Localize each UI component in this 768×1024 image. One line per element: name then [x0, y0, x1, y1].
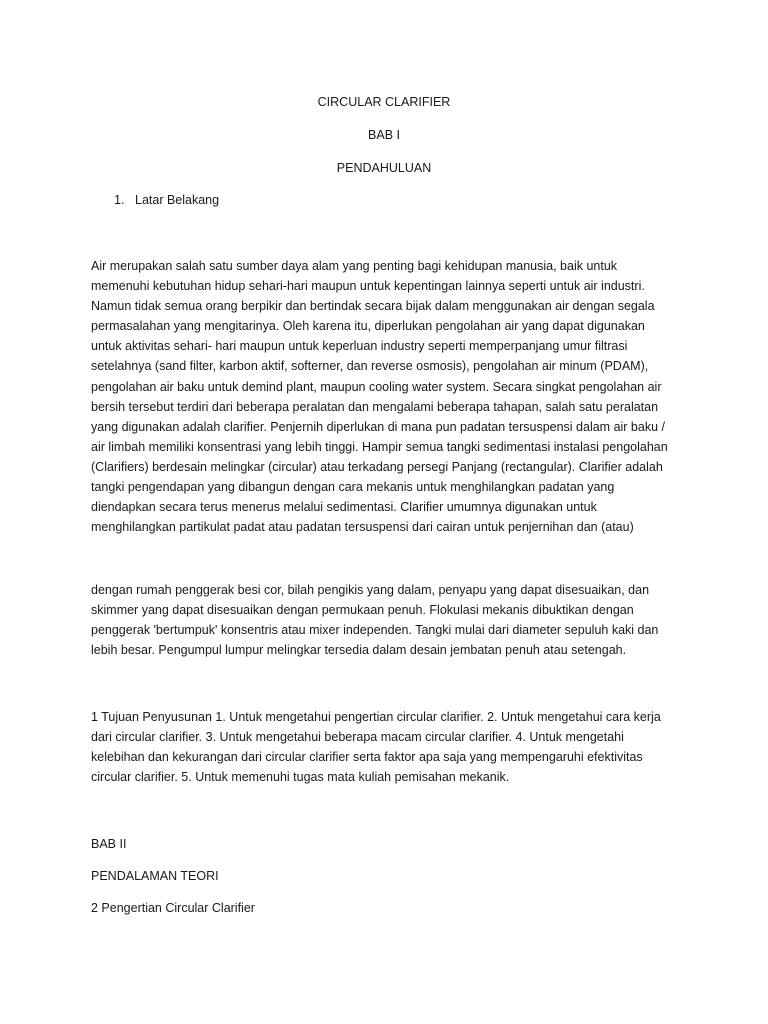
paragraph-line: Namun tidak semua orang berpikir dan bertindak secara bijak dalam menggunakan air dengan segala: [91, 299, 655, 314]
paragraph-line: penggerak 'bertumpuk' konsentris atau mixer independen. Tangki mulai dari diameter sepuluh kaki dan: [91, 623, 659, 638]
paragraph-line: tangki pengendapan yang dibangun dengan cara mekanis untuk menghilangkan padatan yang: [91, 480, 615, 495]
paragraph-line: menghilangkan partikulat padat atau padatan tersuspensi dari cairan untuk penjernihan dan (atau): [91, 520, 634, 535]
paragraph-line: untuk aktivitas sehari- hari maupun untuk keperluan industry seperti memperpanjang umur filtrasi: [91, 339, 628, 354]
paragraph-line: skimmer yang dapat disesuaikan dengan permukaan penuh. Flokulasi mekanis dibuktikan dengan: [91, 603, 634, 618]
paragraph-line: kelebihan dan kekurangan dari circular clarifier serta faktor apa saja yang mempengaruhi efektivitas: [91, 750, 643, 765]
paragraph-line: lebih besar. Pengumpul lumpur melingkar tersedia dalam desain jembatan penuh atau setengah.: [91, 643, 627, 658]
paragraph-line: setelahnya (sand filter, karbon aktif, softerner, dan reverse osmosis), pengolahan air minum (PDAM),: [91, 359, 649, 374]
chapter-heading-1: BAB I: [368, 128, 400, 142]
paragraph-line: dari circular clarifier. 3. Untuk mengetahui beberapa macam circular clarifier. 4. Untuk mengetahi: [91, 730, 624, 745]
paragraph-line: circular clarifier. 5. Untuk memenuhi tugas mata kuliah pemisahan mekanik.: [91, 770, 510, 785]
paragraph-line: bersih tersebut terdiri dari beberapa peralatan dan mengalami beberapa tahapan, salah satu peralatan: [91, 399, 659, 414]
paragraph-line: pengolahan air baku untuk demind plant, maupun cooling water system. Secara singkat pengolahan air: [91, 379, 662, 394]
paragraph-line: Air merupakan salah satu sumber daya alam yang penting bagi kehidupan manusia, baik untuk: [91, 259, 618, 273]
paragraph-objectives: [91, 707, 691, 787]
paragraph-line: air limbah memiliki konsentrasi yang lebih tinggi. Hampir semua tangki sedimentasi instalasi pengolahan: [91, 439, 668, 454]
section-heading-pengertian: 2 Pengertian Circular Clarifier: [91, 901, 255, 915]
paragraph-line: yang digunakan adalah clarifier. Penjernih diperlukan di mana pun padatan tersuspensi dalam air baku /: [91, 419, 665, 434]
list-item-number: 1.: [114, 193, 125, 207]
document-title: CIRCULAR CLARIFIER: [317, 95, 451, 109]
paragraph-line: diendapkan secara terus menerus melalui sedimentasi. Clarifier umumnya digunakan untuk: [91, 500, 597, 515]
chapter-heading-2: BAB II: [91, 837, 127, 851]
paragraph-line: permasalahan yang mengitarinya. Oleh karena itu, diperlukan pengolahan air yang dapat digunakan: [91, 319, 645, 334]
chapter-title-1: PENDAHULUAN: [336, 161, 432, 175]
list-item-latar-belakang: [114, 190, 219, 210]
paragraph-line: dengan rumah penggerak besi cor, bilah pengikis yang dalam, penyapu yang dapat disesuaikan, dan: [91, 583, 650, 597]
paragraph-background: [91, 256, 691, 537]
paragraph-line: memenuhi kebutuhan hidup sehari-hari maupun untuk kepentingan lainnya seperti untuk air industri.: [91, 279, 645, 294]
paragraph-line: 1 Tujuan Penyusunan 1. Untuk mengetahui pengertian circular clarifier. 2. Untuk mengetahui cara kerja: [91, 710, 661, 724]
paragraph-equipment: [91, 580, 691, 660]
chapter-title-2: PENDALAMAN TEORI: [91, 869, 219, 883]
list-item-label: Latar Belakang: [135, 193, 220, 207]
paragraph-line: (Clarifiers) berdesain melingkar (circular) atau terkadang persegi Panjang (rectangular). Clarifier adalah: [91, 459, 663, 474]
